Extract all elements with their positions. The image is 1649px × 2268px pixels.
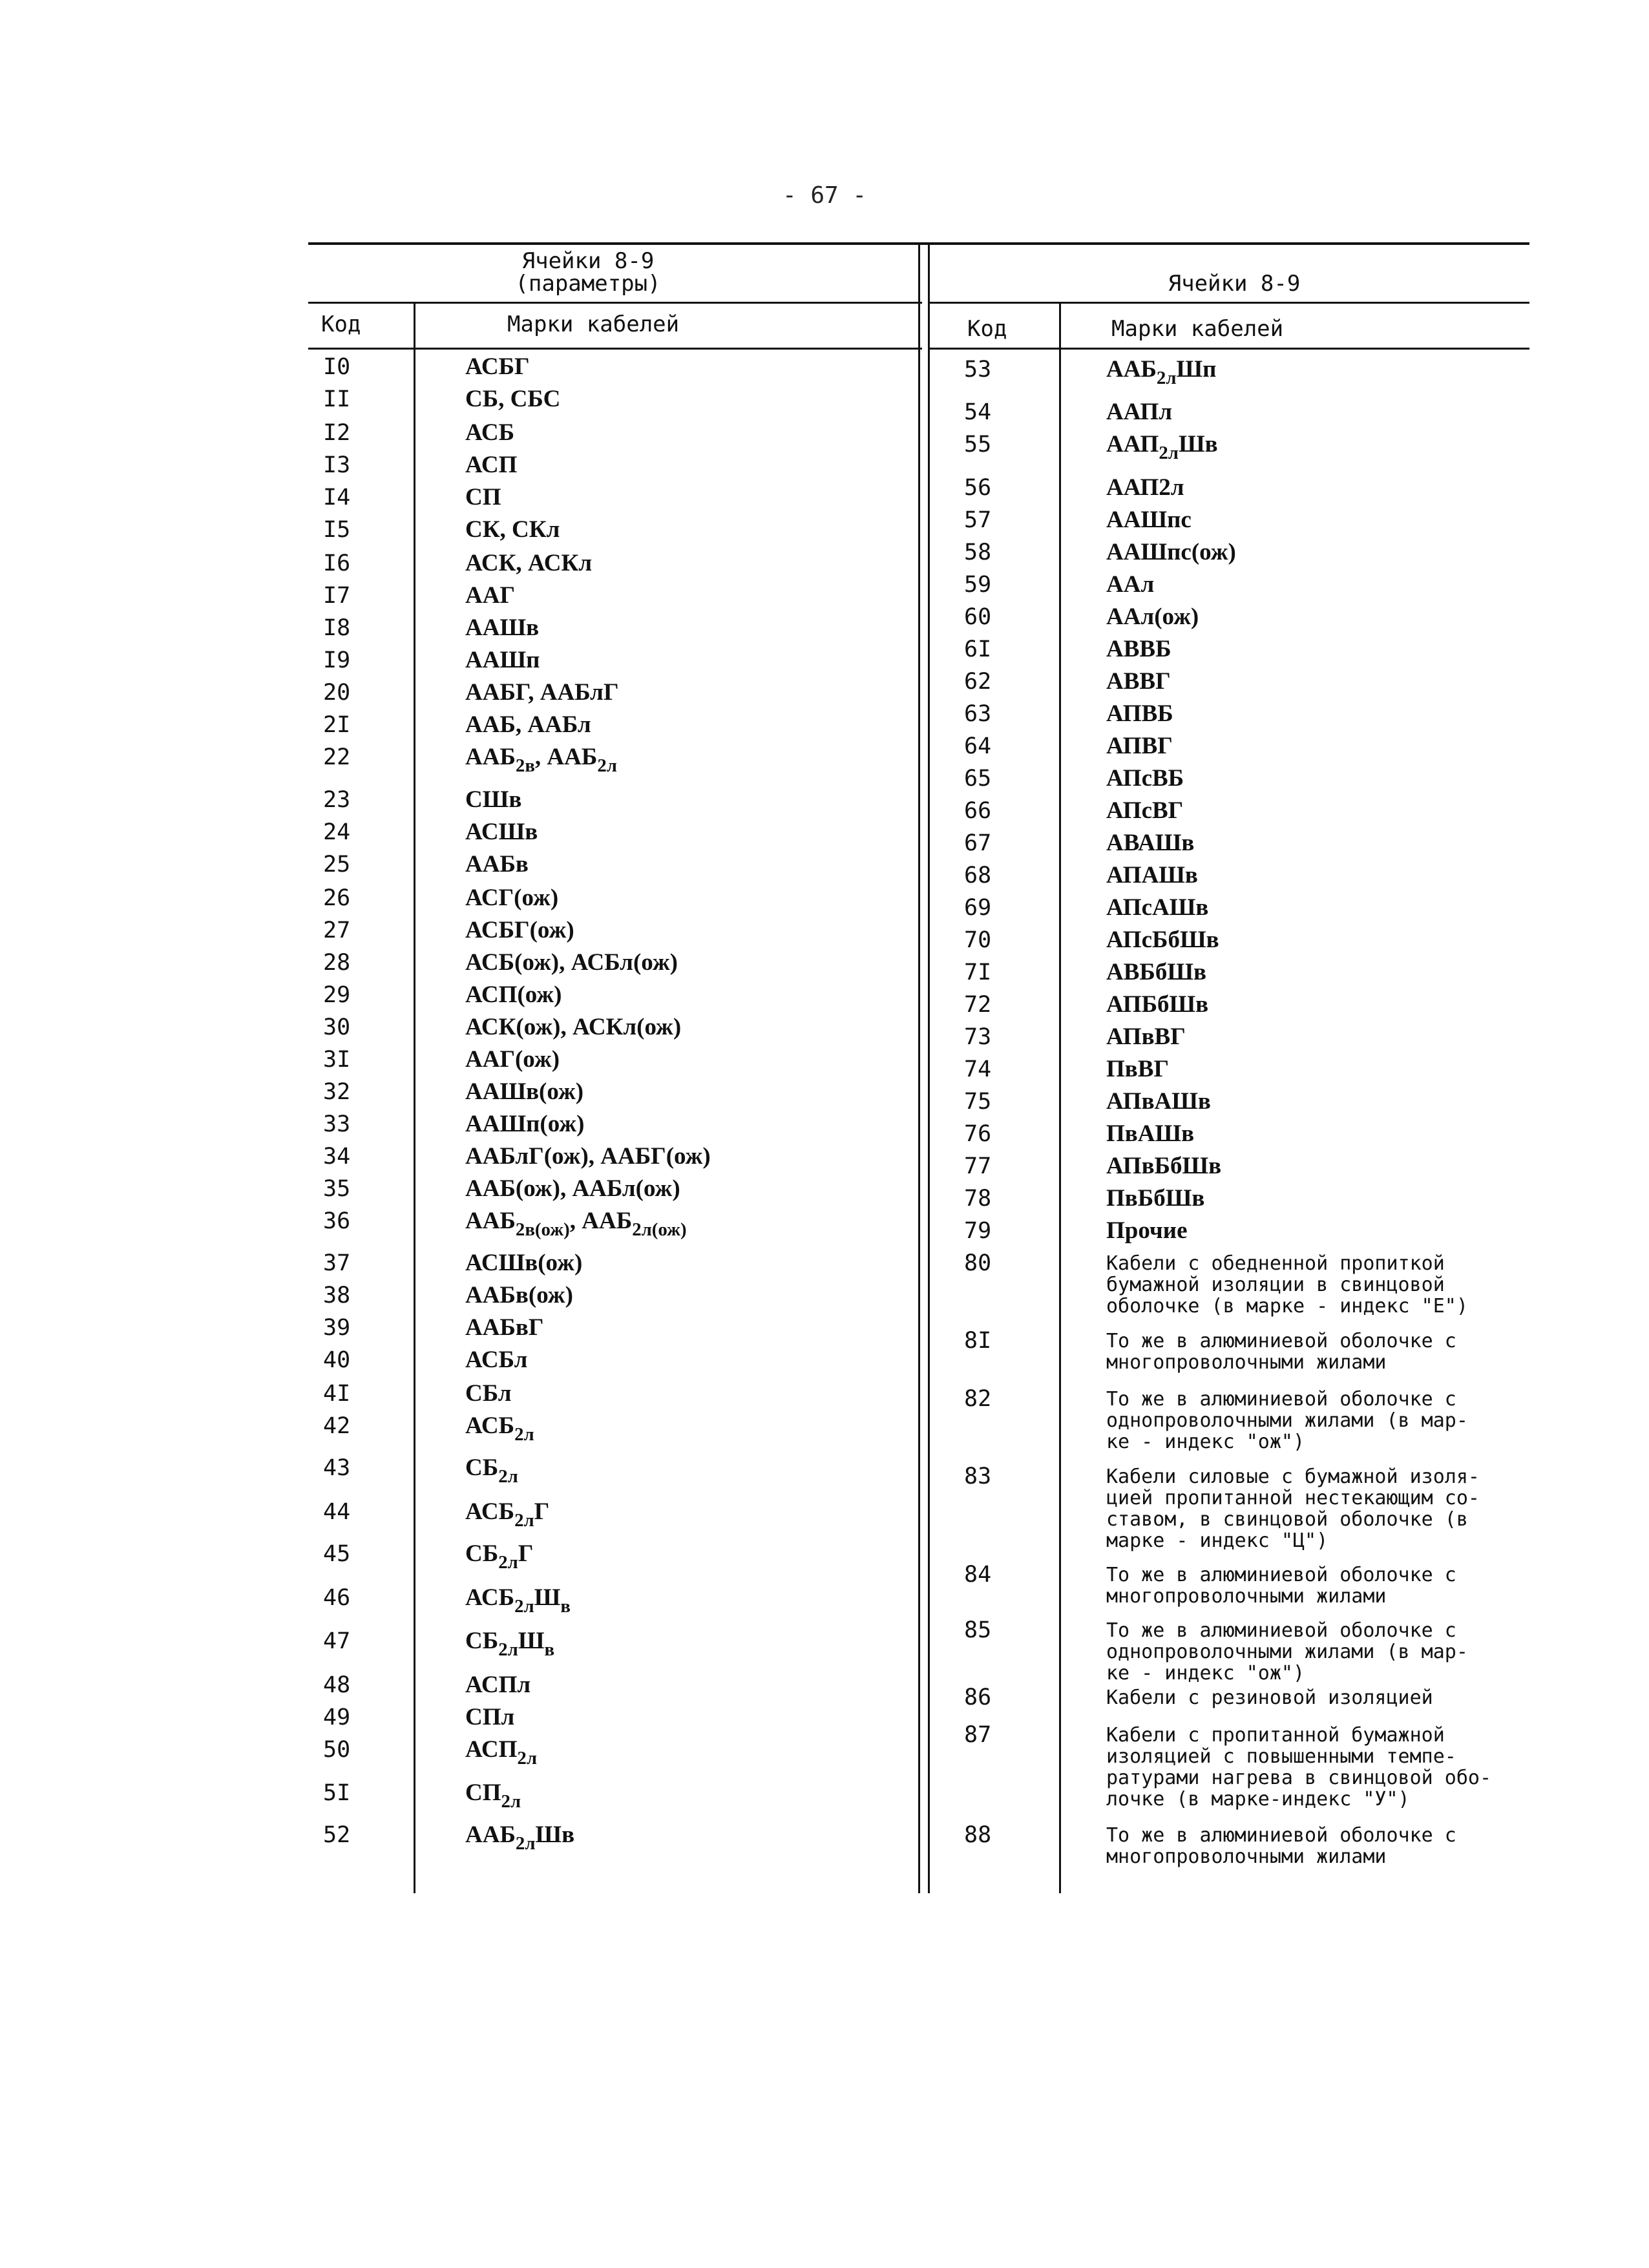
row-code: 76 [964, 1121, 992, 1147]
row-code: I5 [323, 517, 351, 543]
row-code: 28 [323, 950, 351, 976]
row-code: 38 [323, 1283, 351, 1308]
cable-mark-text-2: Шв [1178, 431, 1218, 457]
row-code: I6 [323, 551, 351, 576]
cable-mark [465, 744, 617, 776]
cable-mark-subscript: 2в [515, 755, 535, 776]
cable-mark: АСК(ож), АСКл(ож) [465, 1014, 682, 1040]
row-code: 25 [323, 852, 351, 877]
cable-mark-text: АСП [465, 1736, 518, 1763]
cable-mark: ААШп(ож) [465, 1111, 585, 1137]
cable-mark [465, 1628, 555, 1660]
cable-mark-subscript: 2л [514, 1509, 534, 1531]
row-description: То же в алюминиевой оболочке с многопроволочными жилами [1106, 1824, 1456, 1868]
cable-mark: АПвБбШв [1106, 1153, 1222, 1179]
cable-mark-text: ААБ [465, 1208, 516, 1234]
row-code: 73 [964, 1024, 992, 1050]
row-code: 50 [323, 1737, 351, 1763]
cable-mark [465, 1412, 534, 1445]
center-double-rule-a [918, 244, 920, 1893]
cable-mark-text: СБ [465, 1454, 499, 1481]
cable-mark-text: СБ [465, 1540, 499, 1567]
row-code: 52 [323, 1822, 351, 1848]
cable-mark-text: СП [465, 1780, 501, 1806]
cable-mark [465, 1208, 687, 1240]
cable-mark: АСШв(ож) [465, 1250, 583, 1276]
cable-mark: АСБГ [465, 353, 530, 380]
cable-mark-subscript: 2в(ож) [515, 1219, 570, 1240]
cable-mark: ААл(ож) [1106, 604, 1199, 630]
row-code: 26 [323, 885, 351, 911]
cable-mark: АПВГ [1106, 733, 1173, 759]
cable-mark: СК, СКл [465, 516, 560, 543]
left-col-marks-header: Марки кабелей [507, 311, 680, 337]
row-code: 58 [964, 540, 992, 565]
row-code: 77 [964, 1153, 992, 1179]
row-code: 48 [323, 1672, 351, 1698]
row-code: I0 [323, 354, 351, 380]
cable-mark: АВВГ [1106, 668, 1171, 695]
cable-mark-text-2: , ААБ [569, 1208, 633, 1234]
row-code: 23 [323, 787, 351, 813]
cable-mark: ААШпс(ож) [1106, 539, 1236, 565]
row-description: То же в алюминиевой оболочке с однопроволочными жилами (в мар- ке - индекс "ож") [1106, 1619, 1468, 1685]
row-code: 47 [323, 1628, 351, 1654]
left-header-subtitle: (параметры) [515, 271, 661, 297]
cable-mark: АВВБ [1106, 636, 1171, 662]
cable-mark-subscript: 2л [498, 1465, 518, 1487]
row-code: 7I [964, 960, 992, 985]
row-description: Кабели с пропитанной бумажной изоляцией с повышенными темпе- ратурами нагрева в свинцовой обо- лочке (в марке-индекс "У") [1106, 1724, 1492, 1811]
row-code: 65 [964, 766, 992, 792]
cable-mark: АСШв [465, 819, 538, 845]
cable-mark: АПсВБ [1106, 765, 1184, 792]
row-code: 34 [323, 1144, 351, 1170]
cable-mark: АСП(ож) [465, 982, 562, 1008]
cable-mark: АПвВГ [1106, 1024, 1186, 1050]
cable-mark-subscript: 2л [514, 1423, 534, 1445]
row-code: 87 [964, 1722, 992, 1748]
cable-mark: АПсВГ [1106, 797, 1184, 824]
cable-mark: ААГ [465, 582, 515, 609]
cable-mark-subscript-2: 2л(ож) [632, 1219, 687, 1240]
row-code: 46 [323, 1585, 351, 1611]
row-description: То же в алюминиевой оболочке с многопроволочными жилами [1106, 1330, 1456, 1374]
row-code: 33 [323, 1111, 351, 1137]
row-code: 49 [323, 1705, 351, 1730]
row-code: 56 [964, 475, 992, 501]
cable-mark: АВБбШв [1106, 959, 1206, 985]
cable-mark [465, 1736, 538, 1769]
row-code: 42 [323, 1413, 351, 1439]
cable-mark: ПвБбШв [1106, 1185, 1205, 1212]
cable-mark-text-2: Г [534, 1498, 550, 1525]
right-subheader-rule [929, 348, 1529, 350]
cable-mark: АПвАШв [1106, 1088, 1211, 1115]
row-code: 68 [964, 863, 992, 888]
cable-mark: ААБвГ [465, 1314, 544, 1341]
row-code: I7 [323, 583, 351, 609]
cable-mark: ААБв [465, 851, 529, 877]
row-code: 27 [323, 918, 351, 943]
cable-mark: АПАШв [1106, 862, 1198, 888]
cable-mark-subscript-2: в [544, 1639, 555, 1660]
row-code: 8I [964, 1328, 992, 1354]
cable-mark: СБл [465, 1380, 512, 1407]
row-code: 67 [964, 830, 992, 856]
right-code-divider [1059, 302, 1061, 1893]
cable-mark [465, 1540, 534, 1573]
cable-mark: АПВБ [1106, 700, 1173, 727]
row-code: 79 [964, 1218, 992, 1244]
cable-mark: АСП [465, 452, 518, 478]
cable-mark: ААБГ, ААБлГ [465, 679, 619, 706]
cable-mark-subscript: 2л [1159, 442, 1179, 463]
cable-mark: ААПл [1106, 399, 1173, 425]
cable-mark-text: ААБ [465, 1822, 516, 1848]
left-subheader-rule [308, 348, 922, 350]
cable-mark: Прочие [1106, 1217, 1188, 1244]
left-header-title: Ячейки 8-9 [521, 248, 655, 274]
row-code: 78 [964, 1186, 992, 1212]
cable-mark: СБ, СБС [465, 386, 561, 412]
cable-mark: ААБлГ(ож), ААБГ(ож) [465, 1143, 711, 1170]
row-code: 63 [964, 701, 992, 727]
cable-mark-text: АСБ [465, 1584, 515, 1611]
cable-mark: ААБ(ож), ААБл(ож) [465, 1175, 680, 1202]
row-code: 4I [323, 1381, 351, 1407]
cable-mark: ААБв(ож) [465, 1282, 573, 1308]
row-code: 88 [964, 1822, 992, 1848]
right-header-rule [929, 302, 1529, 304]
cable-mark [1106, 356, 1217, 388]
row-code: I8 [323, 615, 351, 641]
cable-mark: ААШпс [1106, 507, 1192, 533]
row-code: 74 [964, 1056, 992, 1082]
cable-mark-text: АСБ [465, 1498, 515, 1525]
row-code: 85 [964, 1617, 992, 1643]
cable-mark-subscript: 2л [1156, 367, 1177, 388]
cable-mark: СПл [465, 1704, 515, 1730]
row-code: 53 [964, 357, 992, 383]
cable-mark [1106, 431, 1218, 463]
row-code: 37 [323, 1250, 351, 1276]
row-code: I9 [323, 647, 351, 673]
row-code: 55 [964, 432, 992, 457]
cable-mark-subscript: 2л [514, 1595, 534, 1617]
row-code: 24 [323, 819, 351, 845]
right-col-marks-header: Марки кабелей [1111, 316, 1284, 342]
cable-mark-subscript: 2л [498, 1639, 518, 1660]
row-code: 60 [964, 604, 992, 630]
cable-mark [465, 1584, 571, 1617]
row-code: 6I [964, 636, 992, 662]
cable-mark-text: ААБ [465, 744, 516, 770]
row-code: 30 [323, 1014, 351, 1040]
row-code: 54 [964, 399, 992, 425]
row-code: 75 [964, 1089, 992, 1115]
row-code: 5I [323, 1780, 351, 1806]
row-code: 62 [964, 669, 992, 695]
cable-mark: ААП2л [1106, 474, 1184, 501]
cable-mark: ААШв [465, 614, 540, 641]
cable-mark-text-2: Ш [518, 1628, 545, 1654]
cable-mark: АСК, АСКл [465, 550, 593, 576]
cable-mark: ААШп [465, 647, 540, 673]
row-code: 35 [323, 1176, 351, 1202]
cable-mark [465, 1780, 521, 1812]
row-code: 57 [964, 507, 992, 533]
cable-mark-subscript: 2л [515, 1832, 536, 1854]
row-code: 64 [964, 733, 992, 759]
row-code: 66 [964, 798, 992, 824]
row-code: I4 [323, 485, 351, 510]
row-code: 22 [323, 744, 351, 770]
cable-mark-subscript: 2л [517, 1747, 538, 1769]
row-description: То же в алюминиевой оболочке с однопроволочными жилами (в мар- ке - индекс "ож") [1106, 1388, 1468, 1453]
cable-mark-text-2: Г [518, 1540, 534, 1567]
row-code: 3I [323, 1047, 351, 1073]
row-code: 82 [964, 1386, 992, 1412]
cable-mark: АПсБбШв [1106, 927, 1219, 953]
left-header-rule [308, 302, 922, 304]
cable-mark: АПБбШв [1106, 991, 1209, 1018]
row-code: I3 [323, 452, 351, 478]
row-code: 72 [964, 992, 992, 1018]
cable-mark: ААБ, ААБл [465, 711, 591, 738]
cable-mark: АСБГ(ож) [465, 917, 574, 943]
cable-mark: ПвАШв [1106, 1120, 1195, 1147]
cable-mark: АВАШв [1106, 830, 1195, 856]
cable-mark: АСГ(ож) [465, 885, 559, 911]
row-code: 83 [964, 1464, 992, 1489]
row-code: 39 [323, 1315, 351, 1341]
row-code: II [323, 386, 351, 412]
row-code: 80 [964, 1250, 992, 1276]
cable-mark: ПвВГ [1106, 1056, 1169, 1082]
cable-mark: АСБл [465, 1347, 528, 1373]
cable-mark-text-2: , ААБ [534, 744, 598, 770]
right-header-title: Ячейки 8-9 [1168, 271, 1301, 297]
cable-mark [465, 1454, 518, 1487]
left-col-code-header: Код [321, 311, 361, 337]
row-code: 86 [964, 1685, 992, 1710]
row-code: 84 [964, 1562, 992, 1588]
cable-mark-text: СБ [465, 1628, 499, 1654]
cable-mark: АСБ(ож), АСБл(ож) [465, 949, 678, 976]
row-description: Кабели с резиновой изоляцией [1106, 1686, 1433, 1709]
cable-mark [465, 1498, 550, 1531]
cable-mark: АПсАШв [1106, 894, 1209, 921]
cable-mark: ААл [1106, 571, 1155, 598]
cable-mark-text-2: Шп [1176, 356, 1217, 383]
center-double-rule-b [928, 244, 930, 1893]
cable-mark: АСПл [465, 1672, 531, 1698]
right-col-code-header: Код [967, 316, 1007, 342]
page-number: - 67 - [782, 182, 867, 209]
cable-mark: ААГ(ож) [465, 1046, 560, 1073]
cable-mark-text: ААП [1106, 431, 1159, 457]
row-code: 69 [964, 895, 992, 921]
row-code: 2I [323, 712, 351, 738]
cable-mark-text-2: Шв [535, 1822, 575, 1848]
row-code: 20 [323, 680, 351, 706]
row-description: Кабели силовые с бумажной изоля- цией пропитанной нестекающим со- ставом, в свинцовой оболочке (в марке - индекс "Ц") [1106, 1465, 1480, 1552]
row-code: 43 [323, 1455, 351, 1481]
row-description: Кабели с обедненной пропиткой бумажной изоляции в свинцовой оболочке (в марке - индекс "Е") [1106, 1252, 1468, 1318]
cable-mark-subscript-2: 2л [597, 755, 617, 776]
cable-mark: ААШв(ож) [465, 1078, 584, 1105]
row-code: 40 [323, 1347, 351, 1373]
row-code: 36 [323, 1208, 351, 1234]
row-code: 29 [323, 982, 351, 1008]
left-code-divider [414, 302, 415, 1893]
cable-mark: СП [465, 484, 501, 510]
cable-mark-subscript: 2л [498, 1551, 518, 1573]
cable-mark-text: ААБ [1106, 356, 1157, 383]
cable-mark: СШв [465, 786, 522, 813]
cable-mark [465, 1822, 575, 1854]
cable-mark: АСБ [465, 419, 515, 446]
cable-mark-subscript: 2л [501, 1790, 521, 1812]
cable-mark-subscript-2: в [560, 1595, 571, 1617]
row-code: 70 [964, 927, 992, 953]
cable-mark-text: АСБ [465, 1412, 515, 1439]
row-code: 45 [323, 1541, 351, 1567]
row-code: 32 [323, 1079, 351, 1105]
row-code: 59 [964, 572, 992, 598]
row-description: То же в алюминиевой оболочке с многопроволочными жилами [1106, 1564, 1456, 1608]
row-code: 44 [323, 1499, 351, 1525]
row-code: I2 [323, 420, 351, 446]
cable-mark-text-2: Ш [534, 1584, 561, 1611]
